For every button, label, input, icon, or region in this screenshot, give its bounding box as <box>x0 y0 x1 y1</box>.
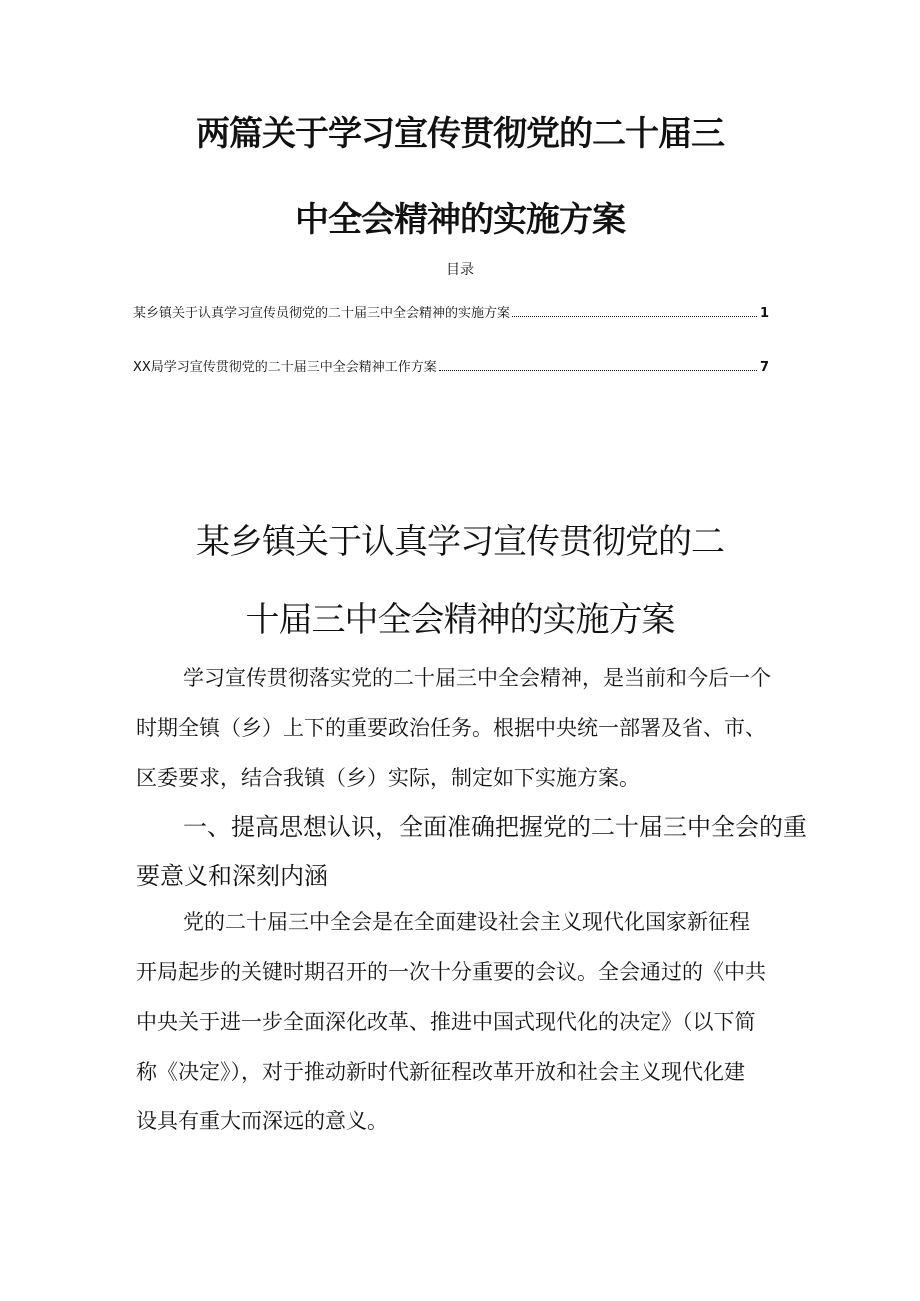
paragraph-line: 称《决定》），对于推动新时代新征程改革开放和社会主义现代化建 <box>136 1060 745 1084</box>
paragraph-line: 开局起步的关键时期召开的一次十分重要的会议。全会通过的《中共 <box>136 960 766 984</box>
toc-entry[interactable] <box>133 358 769 378</box>
intro-line: 时期全镇（乡）上下的重要政治任务。根据中央统一部署及省、市、 <box>136 716 766 740</box>
paragraph-line: 中央关于进一步全面深化改革、推进中国式现代化的决定》（以下简 <box>136 1010 756 1034</box>
document-title-line-2: 中全会精神的实施方案 <box>295 200 625 240</box>
toc-entry-page[interactable]: 1 <box>759 306 769 321</box>
toc-leader-dots <box>439 369 757 371</box>
toc-entry-text[interactable]: XX局学习宣传贯彻党的二十届三中全会精神工作方案 <box>133 360 437 375</box>
section-title-line-1: 某乡镇关于认真学习宣传贯彻党的二 <box>196 522 724 562</box>
section-heading-line: 要意义和深刻内涵 <box>136 862 328 890</box>
paragraph-line: 设具有重大而深远的意义。 <box>136 1109 388 1133</box>
toc-entry[interactable] <box>133 304 769 324</box>
section-heading-line: 一、提高思想认识，全面准确把握党的二十届三中全会的重 <box>183 813 807 841</box>
toc-entry-text[interactable]: 某乡镇关于认真学习宣传员彻党的二十届三中全会精神的实施方案 <box>133 306 511 321</box>
toc-heading: 目录 <box>446 262 474 278</box>
toc-leader-dots <box>512 315 757 317</box>
intro-line: 区委要求，结合我镇（乡）实际，制定如下实施方案。 <box>136 766 640 790</box>
paragraph-line: 党的二十届三中全会是在全面建设社会主义现代化国家新征程 <box>183 910 750 934</box>
toc-entry-page[interactable]: 7 <box>759 360 769 375</box>
section-title-line-2: 十届三中全会精神的实施方案 <box>245 600 675 640</box>
intro-line: 学习宣传贯彻落实党的二十届三中全会精神，是当前和今后一个 <box>183 666 771 690</box>
document-title-line-1: 两篇关于学习宣传贯彻党的二十届三 <box>196 114 724 154</box>
